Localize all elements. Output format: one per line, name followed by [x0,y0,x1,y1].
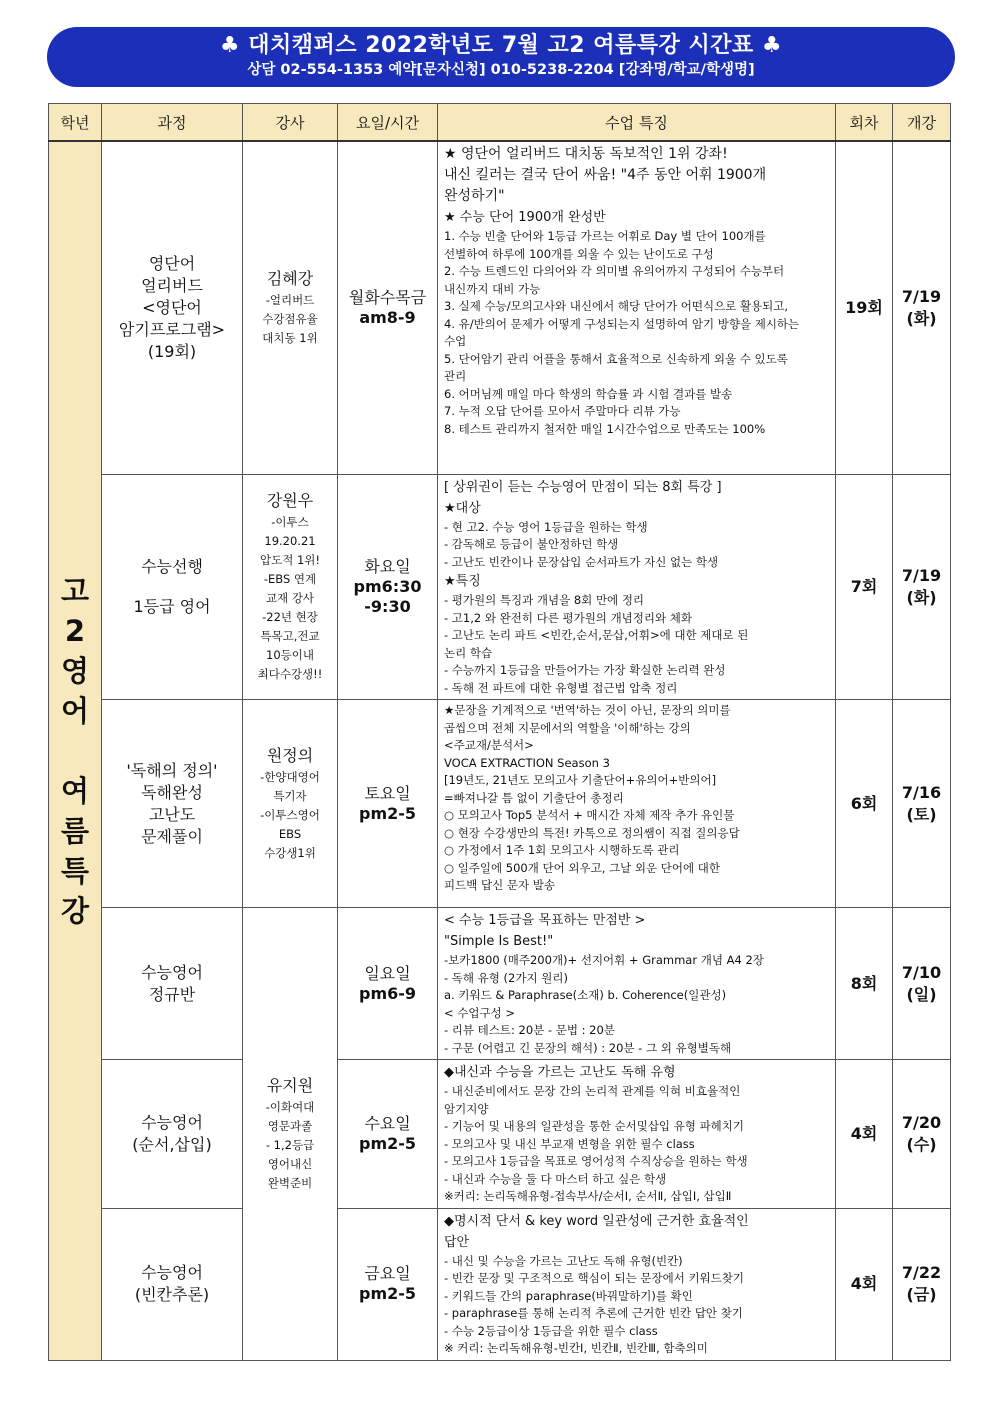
schedule: 토요일 pm2-5 [338,700,438,908]
teacher-cell: 김혜강 -얼리버드 수강점유율 대치동 1위 [243,141,338,474]
header-row [49,104,951,142]
start-date: 7/16 (토) [893,700,951,908]
features: ★문장을 기계적으로 '번역'하는 것이 아닌, 문장의 의미를 곱씹으며 전체 지문에서의 역할을 '이해'하는 강의 <주교재/분석서> VOCA EXTRACTION Season 3 [19년도, 21년도 모의고사 기출단어+유의어+반의어] =빠져나갈 틈 없이 기출단어 총정리 ○ 모의고사 Top5 분석서 + 매시간 자체 제작 추가 유인물 ○ 현장 수강생만의 특전! 카톡으로 정의쌤이 직접 질의응답 ○ 가정에서 1주 1회 모의고사 시행하도록 관리 ○ 일주일에 500개 단어 외우고, 그날 외운 단어에 대한 피드백 답신 문자 발송 [438,700,836,908]
schedule: 수요일 pm2-5 [338,1060,438,1209]
features: < 수능 1등급을 목표하는 만점반 > "Simple Is Best!" -보카1800 (매주200개)+ 선지어휘 + Grammar 개념 A4 2장 - 독해 유형 (2가지 원리) a. 키워드 & Paraphrase(소재) b. Coherence(일관성) < 수업구성 > - 리뷰 테스트: 20분 - 문법 : 20분 - 구문 (어렵고 긴 문장의 해석) : 20분 - 그 외 유형별독해 [438,908,836,1060]
features: ★ 영단어 얼리버드 대치동 독보적인 1위 강좌! 내신 킬러는 결국 단어 싸움! "4주 동안 어휘 1900개 완성하기" ★ 수능 단어 1900개 완성반 1. 수능 빈출 단어와 1등급 가르는 어휘로 Day 별 단어 100개를 선별하여 하루에 100개를 외울 수 있는 난이도로 구성 2. 수능 트렌드인 다의어와 각 의미별 유의어까지 구성되어 수능부터 내신까지 대비 가능 3. 실제 수능/모의고사와 내신에서 해당 단어가 어떤식으로 활용되고, 4. 유/반의어 문제가 어떻게 구성되는지 설명하여 암기 방향을 제시하는 수업 5. 단어암기 관리 어플을 통해서 효율적으로 신속하게 외울 수 있도록 관리 6. 어머님께 매일 마다 학생의 학습률 과 시험 결과를 발송 7. 누적 오답 단어를 모아서 주말마다 리뷰 가능 8. 테스트 관리까지 철저한 매일 1시간수업으로 만족도는 100% [438,141,836,474]
schedule: 화요일 pm6:30 -9:30 [338,474,438,700]
header-start: 개강 [893,104,951,142]
title-banner [47,27,955,87]
session-count: 7회 [836,474,893,700]
start-date: 7/10 (일) [893,908,951,1060]
grade-label: 고 2 영 어 여 름 특 강 [49,141,102,1360]
schedule: 금요일 pm2-5 [338,1208,438,1360]
table-row [49,908,951,1060]
features: ◆내신과 수능을 가르는 고난도 독해 유형 - 내신준비에서도 문장 간의 논리적 관계를 익혀 비효율적인 암기지양 - 기능어 및 내용의 일관성을 통한 순서및삽입 유형 파헤치기 - 모의고사 및 내신 부교재 변형을 위한 필수 class - 모의고사 1등급을 목표로 영어성적 수직상승을 원하는 학생 - 내신과 수능을 둘 다 마스터 하고 싶은 학생 ※커리: 논리독해유형-접속부사/순서Ⅰ, 순서Ⅱ, 삽입Ⅰ, 삽입Ⅱ [438,1060,836,1209]
features: ◆명시적 단서 & key word 일관성에 근거한 효율적인 답안 - 내신 및 수능을 가르는 고난도 독해 유형(빈칸) - 빈칸 문장 및 구조적으로 핵심이 되는 문장에서 키워드찾기 - 키워드들 간의 paraphrase(바꿔말하기)를 확인 - paraphrase를 통해 논리적 추론에 근거한 빈칸 답안 찾기 - 수능 2등급이상 1등급을 위한 필수 class ※ 커리: 논리독해유형-빈칸Ⅰ, 빈칸Ⅱ, 빈칸Ⅲ, 함축의미 [438,1208,836,1360]
table-row [49,474,951,700]
teacher-name: 유지원 [266,1076,314,1096]
course-name: 수능영어 (순서,삽입) [102,1060,243,1209]
teacher-cell: 원정의 -한양대영어 특기자 -이투스영어 EBS 수강생1위 [243,700,338,908]
course-name: '독해의 정의' 독해완성 고난도 문제풀이 [102,700,243,908]
header-sessions: 회차 [836,104,893,142]
session-count: 19회 [836,141,893,474]
table-row [49,141,951,474]
header-teacher: 강사 [243,104,338,142]
teacher-name: 강원우 [266,491,314,511]
course-name: 수능영어 (빈칸추론) [102,1208,243,1360]
session-count: 8회 [836,908,893,1060]
session-count: 6회 [836,700,893,908]
header-course: 과정 [102,104,243,142]
schedule: 월화수목금 am8-9 [338,141,438,474]
header-schedule: 요일/시간 [338,104,438,142]
start-date: 7/20 (수) [893,1060,951,1209]
table-row [49,700,951,908]
timetable [48,103,951,1361]
table-row [49,1208,951,1360]
teacher-cell: 강원우 -이투스 19.20.21 압도적 1위! -EBS 연계 교재 강사 -22년 현장 특목고,전교 10등이내 최다수강생!! [243,474,338,700]
teacher-name: 김혜강 [266,269,314,289]
session-count: 4회 [836,1208,893,1360]
start-date: 7/19 (화) [893,141,951,474]
contact-info: 상담 02-554-1353 예약[문자신청] 010-5238-2204 [강좌명/학교/학생명] [247,62,755,78]
header-grade: 학년 [49,104,102,142]
page-title: ♣ 대치캠퍼스 2022학년도 7월 고2 여름특강 시간표 ♣ [219,33,783,58]
schedule: 일요일 pm6-9 [338,908,438,1060]
course-name: 수능영어 정규반 [102,908,243,1060]
start-date: 7/22 (금) [893,1208,951,1360]
start-date: 7/19 (화) [893,474,951,700]
teacher-name: 원정의 [266,746,314,765]
features: [ 상위권이 듣는 수능영어 만점이 되는 8회 특강 ] ★대상 - 현 고2. 수능 영어 1등급을 원하는 학생 - 감독해로 등급이 불안정하던 학생 - 고난도 빈칸이나 문장삽입 순서파트가 자신 없는 학생 ★특징 - 평가원의 특징과 개념을 8회 만에 정리 - 고1,2 와 완전히 다른 평가원의 개념정리와 체화 - 고난도 논리 파트 <빈칸,순서,문삽,어휘>에 대한 제대로 된 논리 학습 - 수능까지 1등급을 만들어가는 가장 확실한 논리력 완성 - 독해 전 파트에 대한 유형별 접근법 압축 정리 [438,474,836,700]
session-count: 4회 [836,1060,893,1209]
course-name: 영단어 얼리버드 <영단어 암기프로그램> (19회) [102,141,243,474]
teacher-cell: 유지원 -이화여대 영문과졸 - 1,2등급 영어내신 완벽준비 [243,908,338,1361]
header-features: 수업 특징 [438,104,836,142]
table-row [49,1060,951,1209]
course-name: 수능선행 1등급 영어 [102,474,243,700]
